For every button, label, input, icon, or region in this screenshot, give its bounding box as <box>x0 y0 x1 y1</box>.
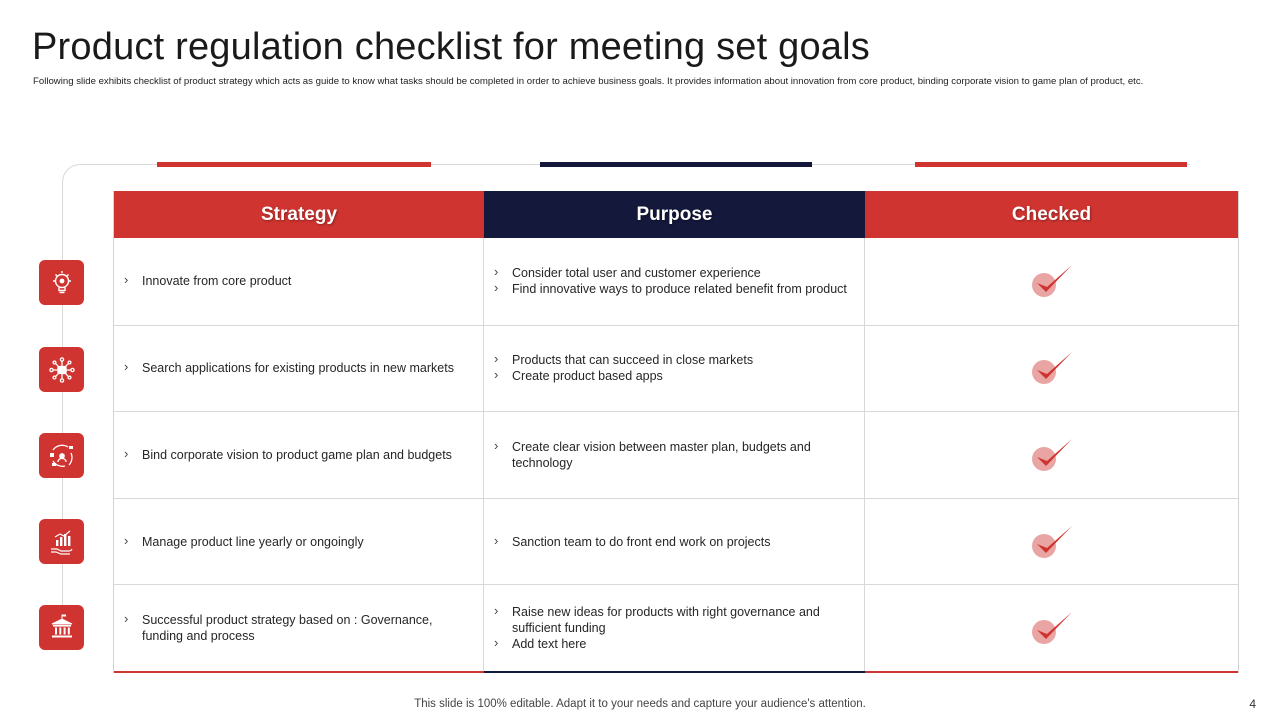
checked-cell <box>865 412 1238 498</box>
accent-bar-checked <box>915 162 1187 167</box>
network-hub-icon <box>39 347 84 392</box>
checkmark-icon <box>1028 435 1076 475</box>
growth-chart-hand-icon <box>39 519 84 564</box>
team-vision-icon <box>39 433 84 478</box>
table-row <box>114 325 1238 412</box>
checkmark-icon <box>1028 348 1076 388</box>
list-item: › Manage product line yearly or ongoingly <box>124 534 364 550</box>
strategy-cell <box>114 238 484 325</box>
header-purpose: Purpose <box>484 191 865 238</box>
purpose-cell-list <box>494 265 847 297</box>
header-checked: Checked <box>865 191 1238 238</box>
table-bottom-rule <box>114 671 1238 673</box>
accent-bar-purpose <box>540 162 812 167</box>
checked-cell <box>865 499 1238 585</box>
strategy-cell-list <box>124 273 291 289</box>
checklist-table <box>113 191 1239 673</box>
checked-cell <box>865 585 1238 671</box>
purpose-cell <box>484 585 865 671</box>
strategy-cell <box>114 326 484 412</box>
table-row <box>114 498 1238 585</box>
checkmark-icon <box>1028 522 1076 562</box>
table-row <box>114 238 1238 325</box>
table-header <box>114 191 1238 238</box>
list-item: › Search applications for existing products in new markets <box>124 360 454 376</box>
connector-curve <box>62 164 92 194</box>
purpose-cell <box>484 238 865 325</box>
list-item: › Bind corporate vision to product game plan and budgets <box>124 447 452 463</box>
list-item: › Successful product strategy based on : Governance, funding and process <box>124 612 469 644</box>
purpose-cell <box>484 499 865 585</box>
strategy-cell-list <box>124 447 452 463</box>
list-item: › Find innovative ways to produce related benefit from product <box>494 281 847 297</box>
table-row <box>114 411 1238 498</box>
governance-building-icon <box>39 605 84 650</box>
page-number: 4 <box>1249 697 1256 711</box>
checkmark-icon <box>1028 261 1076 301</box>
strategy-cell-list <box>124 612 469 644</box>
list-item: › Products that can succeed in close markets <box>494 352 753 368</box>
purpose-cell-list <box>494 439 850 471</box>
strategy-cell <box>114 585 484 671</box>
header-strategy: Strategy <box>114 191 484 238</box>
purpose-cell <box>484 326 865 412</box>
strategy-cell-list <box>124 534 364 550</box>
strategy-cell <box>114 499 484 585</box>
list-item: › Create clear vision between master plan, budgets and technology <box>494 439 850 471</box>
purpose-cell-list <box>494 534 770 550</box>
page-subtitle: Following slide exhibits checklist of product strategy which acts as guide to know what tasks should be completed in order to achieve business goals. It provides information about innovation from core product, binding corporate vision to game plan of product, etc. <box>33 76 1144 87</box>
checked-cell <box>865 238 1238 325</box>
footer-note: This slide is 100% editable. Adapt it to your needs and capture your audience's attention. <box>414 698 866 710</box>
list-item: › Sanction team to do front end work on projects <box>494 534 770 550</box>
list-item: › Consider total user and customer experience <box>494 265 847 281</box>
accent-bar-strategy <box>157 162 431 167</box>
purpose-cell-list <box>494 352 753 384</box>
purpose-cell <box>484 412 865 498</box>
table-row <box>114 584 1238 671</box>
list-item: › Raise new ideas for products with right governance and sufficient funding <box>494 604 850 636</box>
checked-cell <box>865 326 1238 412</box>
strategy-cell-list <box>124 360 454 376</box>
lightbulb-gear-icon <box>39 260 84 305</box>
list-item: › Innovate from core product <box>124 273 291 289</box>
list-item: › Create product based apps <box>494 368 753 384</box>
purpose-cell-list <box>494 604 850 652</box>
page-title: Product regulation checklist for meeting set goals <box>32 26 870 68</box>
checkmark-icon <box>1028 608 1076 648</box>
list-item: › Add text here <box>494 636 850 652</box>
table-body <box>114 238 1238 671</box>
strategy-cell <box>114 412 484 498</box>
